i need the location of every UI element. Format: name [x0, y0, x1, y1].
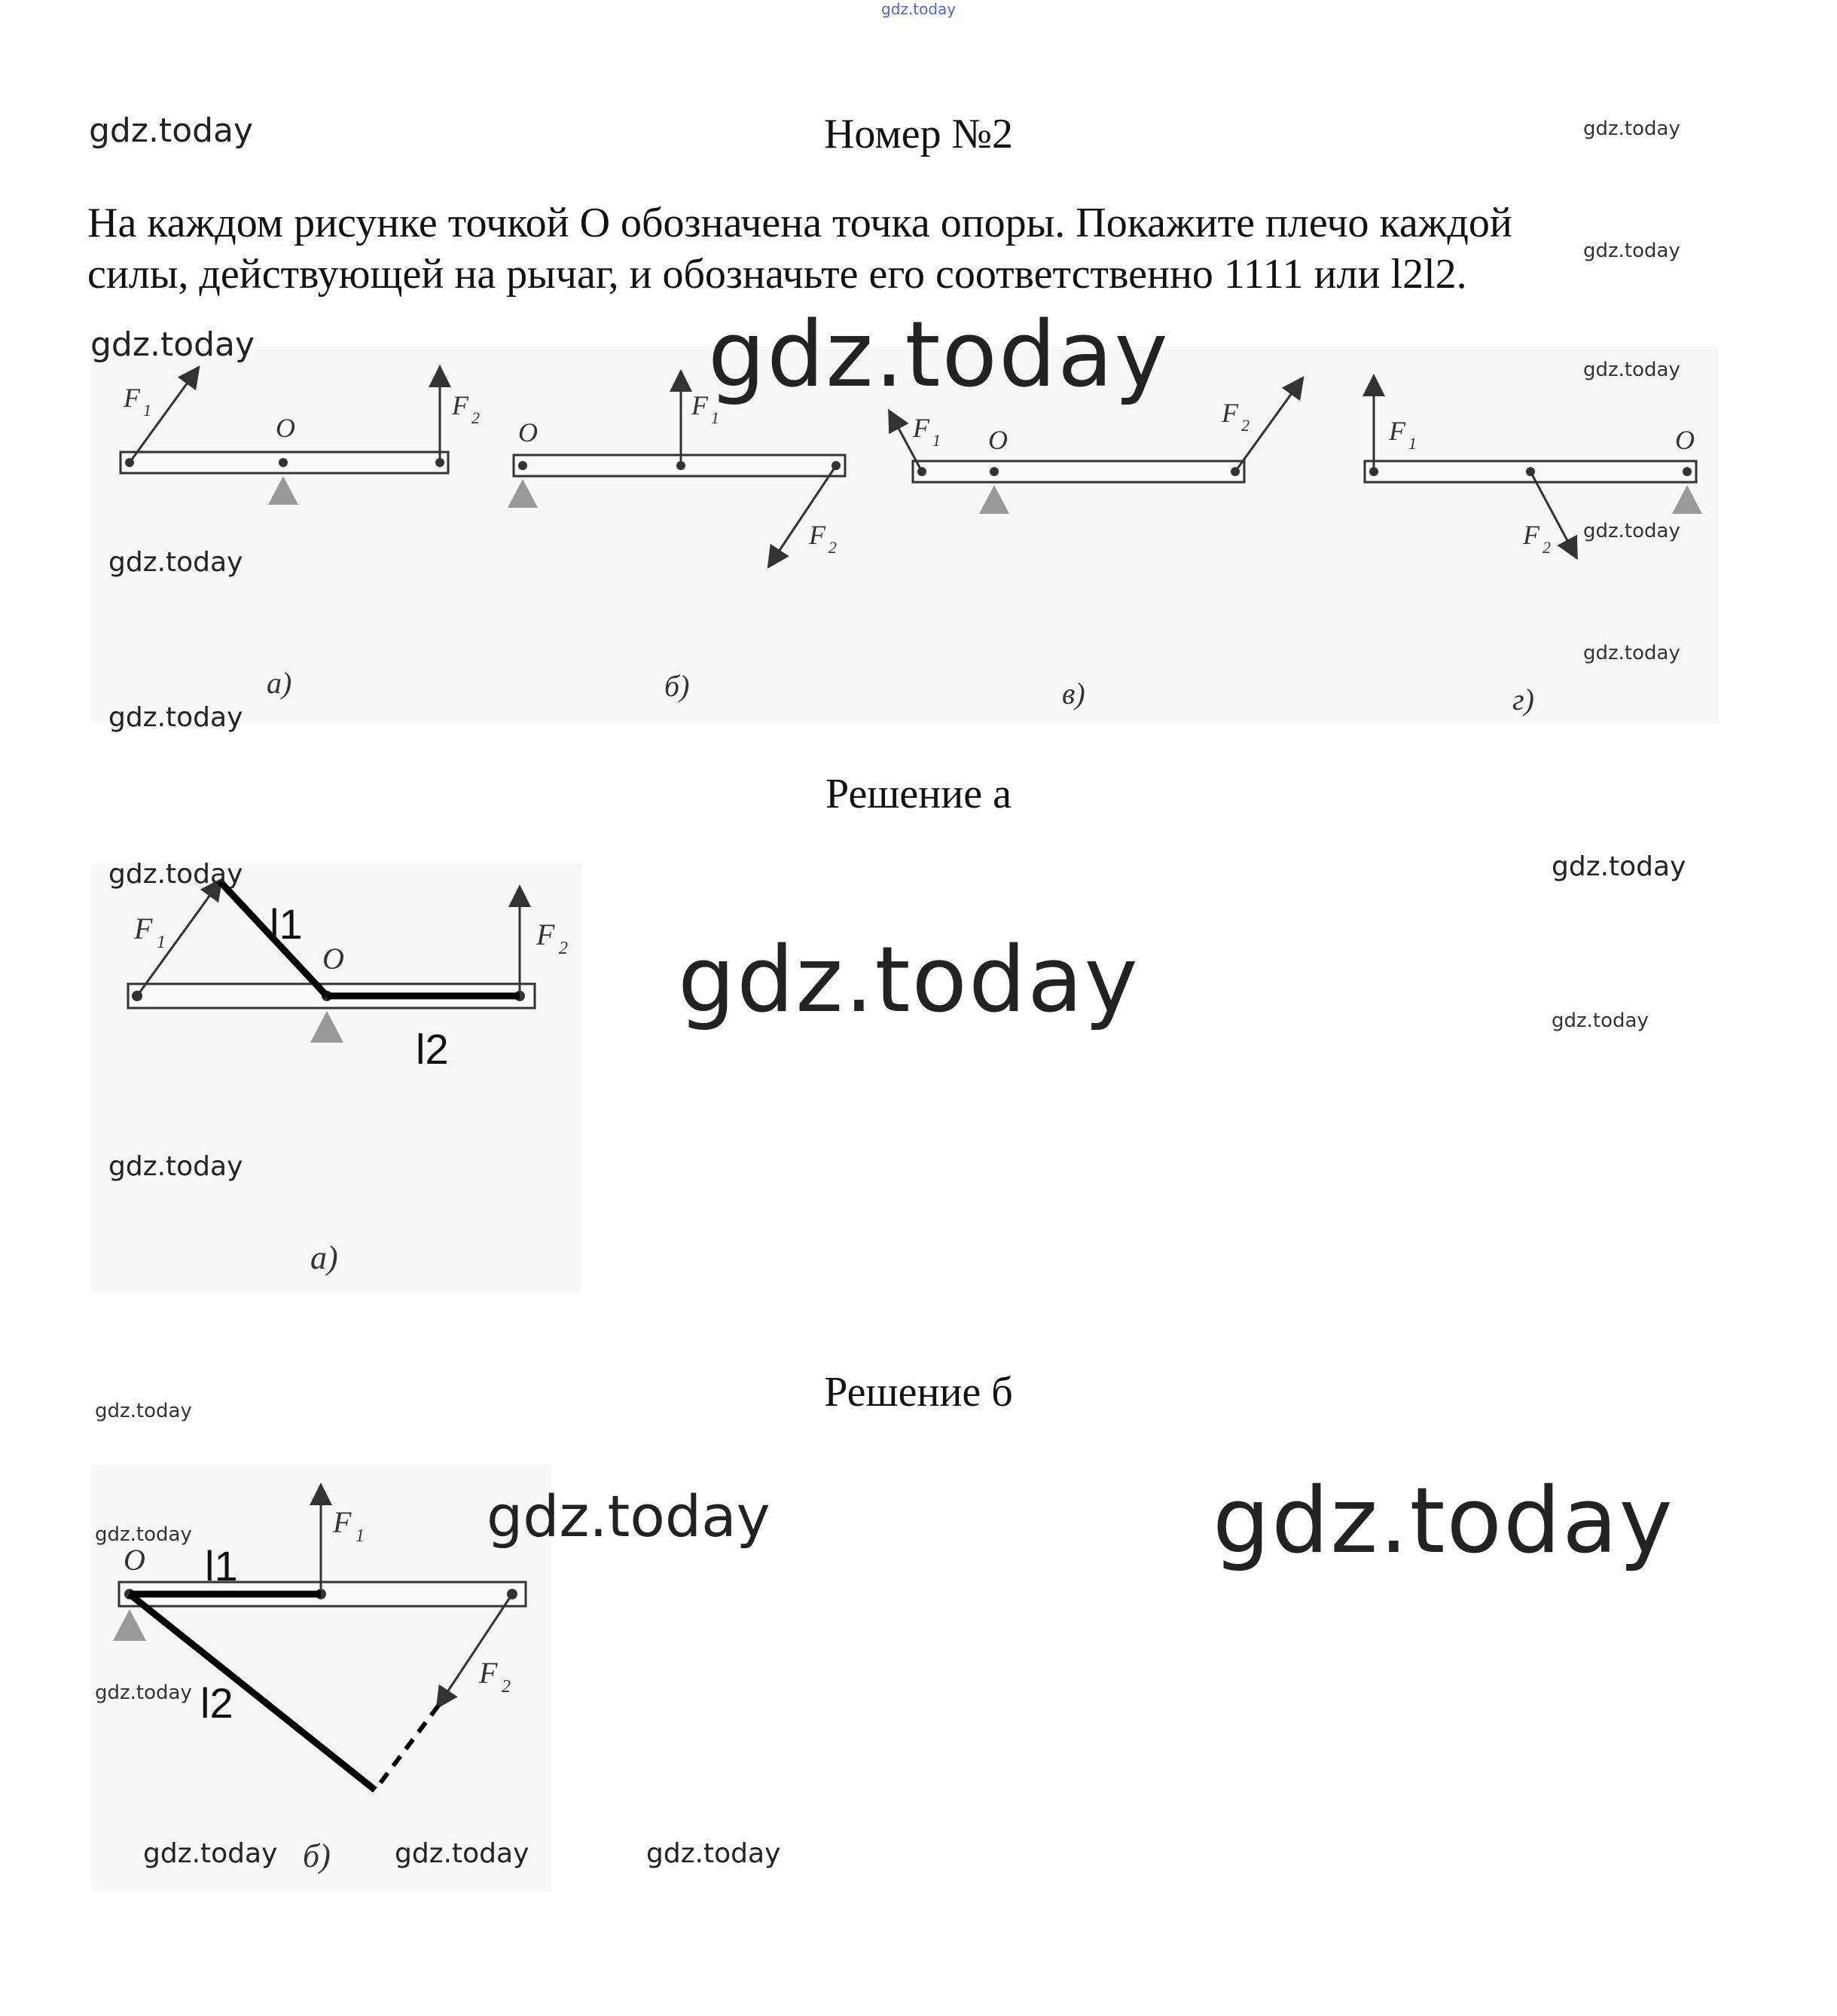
watermark: gdz.today: [108, 702, 243, 733]
caption-b: б): [303, 1837, 331, 1874]
svg-text:1: 1: [157, 933, 166, 952]
watermark: gdz.today: [1583, 642, 1680, 664]
svg-text:2: 2: [559, 939, 568, 958]
arm-l1-label: l1: [205, 1542, 238, 1590]
force-f2-extension: [375, 1706, 438, 1790]
f1-label: F: [913, 413, 929, 443]
watermark: gdz.today: [108, 547, 243, 578]
pivot-triangle: [113, 1609, 146, 1641]
pivot-label: O: [1675, 425, 1695, 455]
page-title: Номер №2: [823, 111, 1014, 157]
f1-label: F: [1389, 416, 1405, 446]
caption-a: а): [267, 666, 292, 700]
problem-text: На каждом рисунке точкой О обозначена точка опоры. Покажите плечо каждой силы, действующей на рычаг, и обозначьте его соответственно 1111 или l2l2.: [87, 200, 1512, 298]
solution-a-heading: Решение а: [825, 771, 1012, 817]
caption-b: б): [664, 669, 690, 703]
solution-b-heading: Решение б: [824, 1369, 1013, 1416]
svg-text:2: 2: [1543, 538, 1551, 557]
arm-l2-label: l2: [416, 1025, 449, 1073]
watermark: gdz.today: [143, 1838, 278, 1869]
arm-l2-label: l2: [200, 1679, 233, 1727]
f2-label: F: [536, 918, 555, 951]
caption-v: в): [1062, 677, 1085, 710]
svg-text:1: 1: [711, 408, 719, 427]
svg-text:1: 1: [1408, 434, 1417, 453]
watermark: gdz.today: [89, 111, 254, 150]
watermark: gdz.today: [1552, 1010, 1649, 1032]
watermark: gdz.today: [90, 325, 255, 364]
pivot-triangle: [979, 485, 1009, 514]
lever-g: [1365, 378, 1702, 716]
pivot-triangle: [268, 476, 298, 505]
caption-g: г): [1512, 683, 1534, 716]
f2-label: F: [479, 1656, 498, 1690]
lever-a: [121, 369, 480, 700]
arm-l1-label: l1: [270, 900, 303, 948]
pivot-label: O: [124, 1543, 145, 1577]
pivot-label: O: [276, 413, 295, 443]
watermark: gdz.today: [395, 1838, 529, 1869]
top-watermark: gdz.today: [881, 0, 957, 18]
watermark: gdz.today: [95, 1523, 192, 1546]
f1-label: F: [134, 912, 153, 945]
f2-label: F: [1523, 520, 1539, 550]
watermark: gdz.today: [678, 928, 1140, 1033]
f1-label: F: [691, 390, 708, 420]
pivot-label: O: [988, 425, 1008, 455]
lever-v: [890, 380, 1301, 710]
watermark: gdz.today: [95, 1400, 192, 1422]
watermark: gdz.today: [1583, 240, 1680, 262]
f2-label: F: [1222, 398, 1238, 428]
watermark: gdz.today: [1552, 851, 1686, 882]
pivot-triangle: [310, 1011, 343, 1043]
pivot-label: O: [322, 942, 344, 976]
svg-text:2: 2: [828, 538, 837, 557]
pivot-triangle: [508, 479, 538, 508]
svg-text:1: 1: [143, 401, 151, 420]
svg-text:2: 2: [1241, 416, 1250, 435]
svg-text:1: 1: [932, 431, 941, 450]
svg-text:2: 2: [471, 408, 480, 427]
pivot-triangle: [1672, 485, 1702, 514]
watermark: gdz.today: [1583, 520, 1680, 542]
f2-label: F: [809, 520, 825, 550]
force-f2-arrow: [770, 466, 836, 565]
watermark: gdz.today: [108, 1151, 243, 1182]
watermark: gdz.today: [108, 859, 243, 890]
watermark: gdz.today: [1583, 359, 1680, 381]
f1-label: F: [124, 383, 140, 413]
watermark: gdz.today: [1213, 1469, 1674, 1574]
watermark: gdz.today: [95, 1682, 192, 1704]
solution-a-diagram: [92, 863, 581, 1293]
svg-text:2: 2: [502, 1677, 511, 1697]
f1-label: F: [333, 1505, 352, 1539]
watermark: gdz.today: [646, 1838, 781, 1869]
watermark: gdz.today: [1583, 118, 1680, 140]
pivot-label: O: [518, 417, 538, 447]
lever-bar: [913, 461, 1244, 482]
solution-a-figure: [92, 863, 581, 1293]
caption-a: а): [310, 1239, 338, 1276]
lever-b: [508, 374, 845, 703]
svg-text:1: 1: [355, 1526, 365, 1546]
f2-label: F: [452, 390, 468, 420]
watermark: gdz.today: [708, 303, 1170, 408]
watermark: gdz.today: [487, 1483, 771, 1550]
